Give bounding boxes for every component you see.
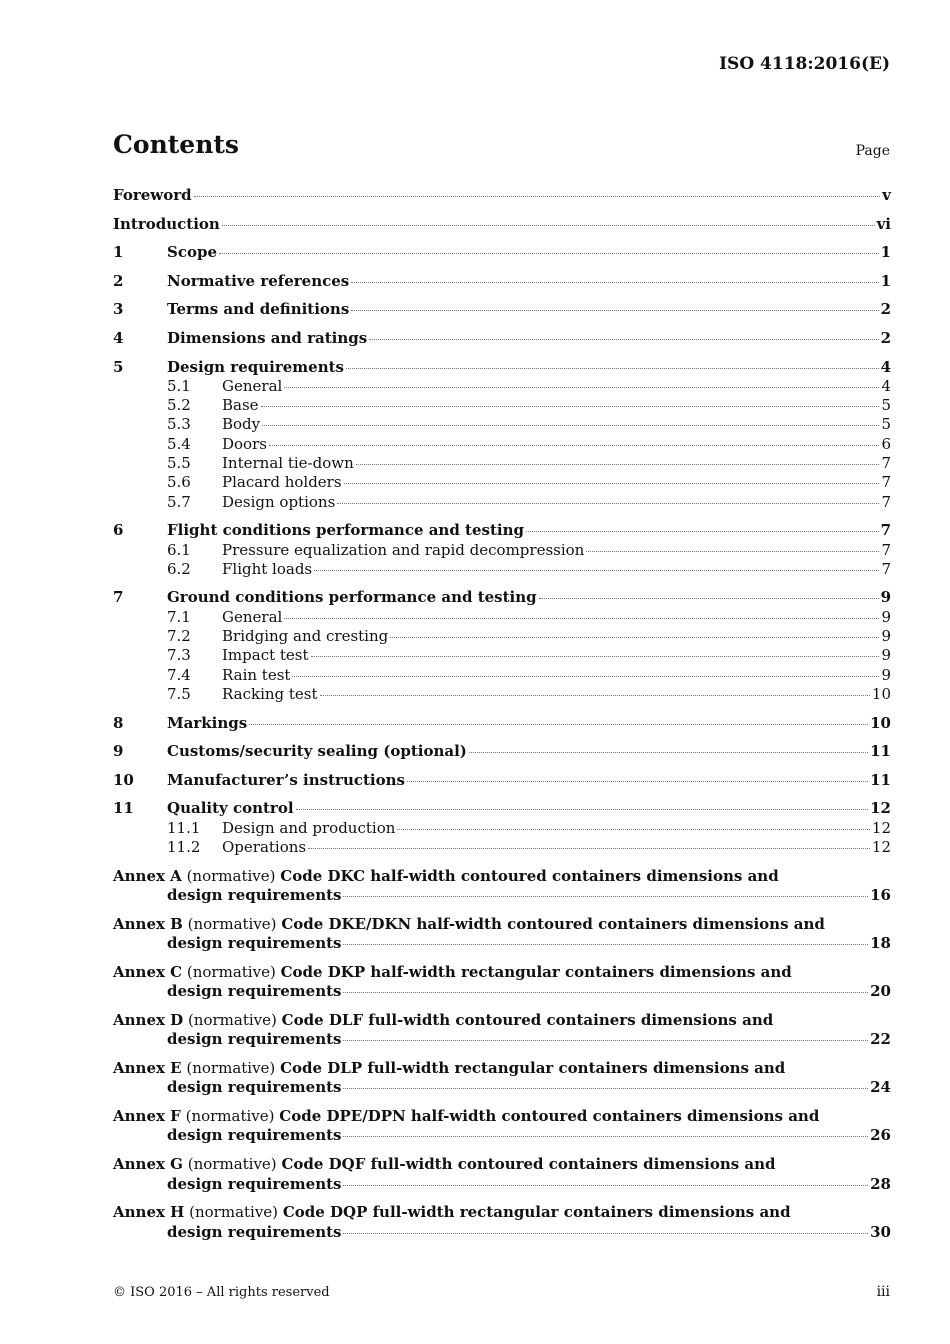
toc-annex-entry[interactable]	[113, 867, 891, 906]
toc-entry-label: Design and production	[222, 818, 396, 837]
annex-title: Code DLF full-width contoured containers dimensions and	[281, 1010, 774, 1029]
toc-entry-page: 7	[881, 559, 891, 578]
annex-label: Annex E	[113, 1059, 182, 1078]
toc-subclause-number: 7.1	[167, 607, 191, 626]
annex-title: Code DPE/DPN half-width contoured containers dimensions and	[279, 1107, 820, 1126]
toc-entry-label: Impact test	[222, 646, 309, 665]
toc-annex-entry[interactable]	[113, 1107, 891, 1146]
toc-subclause-number: 6.1	[167, 540, 191, 559]
dot-leader	[344, 483, 880, 484]
toc-entry-label: Pressure equalization and rapid decompression	[222, 540, 585, 559]
dot-leader	[526, 531, 879, 532]
copyright-notice: © ISO 2016 – All rights reserved	[113, 1285, 330, 1300]
annex-continuation	[113, 1126, 891, 1145]
toc-entry-label: Placard holders	[222, 473, 342, 492]
table-of-contents	[113, 186, 891, 1242]
annex-title: Code DKP half-width rectangular containers dimensions and	[280, 962, 792, 981]
toc-subclause-number: 7.3	[167, 646, 191, 665]
dot-leader	[222, 225, 875, 226]
toc-entry[interactable]	[113, 358, 891, 377]
dot-leader	[586, 551, 879, 552]
toc-entry-label: Ground conditions performance and testing	[167, 588, 537, 607]
document-id: ISO 4118:2016(E)	[719, 54, 890, 74]
dot-leader	[343, 1136, 868, 1137]
toc-entry[interactable]	[113, 588, 891, 607]
annex-kind: (normative)	[186, 866, 276, 885]
annex-kind: (normative)	[189, 1203, 279, 1222]
toc-entry-page: v	[882, 186, 891, 204]
toc-entry-label: Introduction	[113, 214, 220, 233]
toc-entry-label: Markings	[167, 713, 248, 732]
dot-leader	[346, 368, 879, 369]
dot-leader	[356, 464, 880, 465]
page-column-label: Page	[855, 143, 890, 159]
toc-entry[interactable]	[113, 243, 891, 262]
annex-title-continued: design requirements	[167, 934, 342, 953]
toc-entry-page: 30	[870, 1222, 891, 1241]
annex-label: Annex F	[113, 1107, 181, 1126]
annex-label: Annex H	[113, 1203, 185, 1222]
toc-annex-entry[interactable]	[113, 1203, 891, 1242]
toc-entry-label: Flight loads	[222, 559, 313, 578]
toc-subclause-number: 5.6	[167, 473, 191, 492]
annex-kind: (normative)	[185, 1107, 275, 1126]
toc-entry-label: Manufacturer’s instructions	[167, 770, 405, 789]
annex-title-continued: design requirements	[167, 1126, 342, 1145]
toc-subclause-number: 5.7	[167, 492, 191, 511]
dot-leader	[269, 445, 879, 446]
toc-entry-label: Flight conditions performance and testing	[167, 521, 524, 540]
toc-subclause-number: 7.5	[167, 684, 191, 703]
toc-entry-label: General	[222, 376, 283, 395]
annex-title: Code DKC half-width contoured containers dimensions and	[280, 866, 779, 885]
toc-entry-page: 9	[881, 665, 891, 684]
toc-entry-label: Dimensions and ratings	[167, 328, 368, 347]
toc-clause-number: 3	[113, 300, 124, 319]
dot-leader	[337, 503, 879, 504]
toc-entry-page: 9	[880, 588, 891, 607]
annex-continuation	[113, 934, 891, 953]
toc-entry[interactable]	[113, 435, 891, 454]
toc-entry-page: 12	[871, 818, 891, 837]
annex-kind: (normative)	[186, 962, 276, 981]
dot-leader	[407, 781, 868, 782]
toc-entry-label: Operations	[222, 837, 307, 856]
annex-heading	[113, 1011, 891, 1030]
toc-annex-entry[interactable]	[113, 1155, 891, 1194]
dot-leader	[539, 598, 879, 599]
dot-leader	[469, 752, 868, 753]
toc-annex-entry[interactable]	[113, 915, 891, 954]
toc-entry-page: 11	[870, 770, 891, 789]
toc-entry-label: Racking test	[222, 684, 318, 703]
toc-entry-page: 16	[870, 885, 891, 904]
toc-entry-label: Design requirements	[167, 357, 344, 376]
toc-entry[interactable]	[113, 493, 891, 512]
dot-leader	[343, 1185, 868, 1186]
toc-entry[interactable]	[113, 521, 891, 540]
toc-entry[interactable]	[113, 329, 891, 348]
annex-continuation	[113, 982, 891, 1001]
toc-entry-label: Foreword	[113, 186, 192, 204]
toc-clause-number: 9	[113, 742, 124, 761]
annex-continuation	[113, 1223, 891, 1242]
toc-entry-page: 22	[870, 1030, 891, 1049]
toc-entry-page: 12	[871, 837, 891, 856]
toc-entry-page: 9	[881, 627, 891, 646]
annex-title-continued: design requirements	[167, 1222, 342, 1241]
toc-entry[interactable]	[113, 454, 891, 473]
dot-leader	[343, 1233, 868, 1234]
toc-annex-entry[interactable]	[113, 963, 891, 1002]
toc-entry-page: 7	[881, 454, 891, 473]
annex-title: Code DKE/DKN half-width contoured containers dimensions and	[281, 914, 825, 933]
toc-clause-number: 11	[113, 799, 134, 818]
toc-clause-number: 5	[113, 357, 124, 376]
annex-title: Code DQP full-width rectangular containers dimensions and	[282, 1203, 791, 1222]
toc-entry-page: 2	[880, 300, 891, 319]
dot-leader	[284, 618, 879, 619]
annex-title: Code DQF full-width contoured containers dimensions and	[281, 1155, 776, 1174]
toc-entry-label: Scope	[167, 243, 218, 262]
toc-entry[interactable]	[113, 714, 891, 733]
toc-entry-page: 4	[880, 357, 891, 376]
toc-entry-label: Design options	[222, 492, 336, 511]
toc-entry-page: 26	[870, 1126, 891, 1145]
annex-label: Annex C	[113, 962, 183, 981]
toc-entry-page: 7	[881, 540, 891, 559]
page-number: iii	[876, 1284, 890, 1300]
dot-leader	[343, 992, 868, 993]
toc-entry[interactable]	[113, 272, 891, 291]
toc-clause-number: 8	[113, 713, 124, 732]
toc-clause-number: 10	[113, 770, 134, 789]
toc-entry[interactable]	[113, 819, 891, 838]
annex-title-continued: design requirements	[167, 885, 342, 904]
annex-kind: (normative)	[187, 1010, 277, 1029]
toc-annex-entry[interactable]	[113, 1059, 891, 1098]
page-title: Contents	[113, 130, 240, 159]
toc-subclause-number: 6.2	[167, 559, 191, 578]
toc-entry-label: Terms and definitions	[167, 300, 350, 319]
toc-entry[interactable]	[113, 646, 891, 665]
dot-leader	[262, 425, 879, 426]
toc-entry-label: Normative references	[167, 271, 350, 290]
toc-subclause-number: 5.2	[167, 396, 191, 415]
annex-label: Annex D	[113, 1010, 184, 1029]
annex-label: Annex B	[113, 914, 183, 933]
toc-entry[interactable]	[113, 742, 891, 761]
toc-entry-label: Bridging and cresting	[222, 627, 389, 646]
annex-title: Code DLP full-width rectangular containers dimensions and	[280, 1059, 786, 1078]
toc-entry[interactable]	[113, 473, 891, 492]
toc-entry-page: 7	[881, 492, 891, 511]
annex-kind: (normative)	[187, 1155, 277, 1174]
annex-heading	[113, 1107, 891, 1126]
toc-entry-page: 9	[881, 646, 891, 665]
dot-leader	[351, 282, 878, 283]
toc-subclause-number: 7.4	[167, 665, 191, 684]
annex-heading	[113, 1059, 891, 1078]
toc-entry-label: General	[222, 607, 283, 626]
dot-leader	[296, 809, 869, 810]
toc-clause-number: 4	[113, 328, 124, 347]
toc-entry-page: 20	[870, 982, 891, 1001]
toc-entry-label: Doors	[222, 434, 267, 453]
annex-continuation	[113, 1078, 891, 1097]
toc-entry-label: Body	[222, 415, 261, 434]
annex-title-continued: design requirements	[167, 1078, 342, 1097]
toc-entry[interactable]	[113, 560, 891, 579]
toc-entry-page: 12	[870, 799, 891, 818]
toc-clause-number: 6	[113, 521, 124, 540]
dot-leader	[284, 387, 879, 388]
toc-entry-label: Quality control	[167, 799, 294, 818]
annex-continuation	[113, 1030, 891, 1049]
toc-entry-page: 1	[880, 271, 891, 290]
dot-leader	[194, 196, 881, 197]
dot-leader	[249, 724, 868, 725]
toc-subclause-number: 5.1	[167, 376, 191, 395]
toc-subclause-number: 5.5	[167, 454, 191, 473]
toc-entry-page: 24	[870, 1078, 891, 1097]
toc-entry[interactable]	[113, 186, 891, 205]
dot-leader	[320, 695, 870, 696]
toc-subclause-number: 5.4	[167, 434, 191, 453]
toc-subclause-number: 11.1	[167, 818, 201, 837]
dot-leader	[390, 637, 879, 638]
toc-entry-page: 6	[881, 434, 891, 453]
toc-annex-entry[interactable]	[113, 1011, 891, 1050]
toc-entry-page: 4	[881, 376, 891, 395]
annex-kind: (normative)	[187, 914, 277, 933]
toc-clause-number: 1	[113, 243, 124, 262]
dot-leader	[397, 829, 870, 830]
toc-entry-label: Customs/security sealing (optional)	[167, 742, 467, 761]
toc-entry[interactable]	[113, 838, 891, 857]
toc-entry-page: 18	[870, 934, 891, 953]
annex-label: Annex A	[113, 866, 182, 885]
toc-entry[interactable]	[113, 377, 891, 396]
toc-entry-page: 2	[880, 328, 891, 347]
toc-entry-page: 11	[870, 742, 891, 761]
dot-leader	[351, 310, 878, 311]
annex-heading	[113, 867, 891, 886]
toc-entry-label: Internal tie-down	[222, 454, 354, 473]
toc-entry-page: 28	[870, 1174, 891, 1193]
toc-clause-number: 7	[113, 588, 124, 607]
toc-entry-page: 5	[881, 415, 891, 434]
dot-leader	[219, 253, 879, 254]
toc-entry[interactable]	[113, 541, 891, 560]
toc-entry[interactable]	[113, 685, 891, 704]
annex-heading	[113, 1155, 891, 1174]
annex-heading	[113, 915, 891, 934]
toc-entry-label: Rain test	[222, 665, 291, 684]
dot-leader	[261, 406, 880, 407]
dot-leader	[343, 896, 868, 897]
toc-entry-page: 1	[880, 243, 891, 262]
toc-subclause-number: 7.2	[167, 627, 191, 646]
annex-title-continued: design requirements	[167, 982, 342, 1001]
toc-entry-page: vi	[876, 214, 891, 233]
toc-entry[interactable]	[113, 608, 891, 627]
annex-kind: (normative)	[186, 1059, 276, 1078]
toc-entry-page: 9	[881, 607, 891, 626]
toc-subclause-number: 11.2	[167, 837, 201, 856]
toc-entry[interactable]	[113, 415, 891, 434]
dot-leader	[343, 944, 868, 945]
toc-entry-page: 5	[881, 396, 891, 415]
annex-title-continued: design requirements	[167, 1030, 342, 1049]
toc-entry-page: 7	[880, 521, 891, 540]
toc-entry[interactable]	[113, 771, 891, 790]
toc-subclause-number: 5.3	[167, 415, 191, 434]
toc-entry[interactable]	[113, 215, 891, 234]
toc-entry-page: 7	[881, 473, 891, 492]
dot-leader	[311, 656, 880, 657]
dot-leader	[343, 1040, 868, 1041]
dot-leader	[308, 848, 870, 849]
toc-entry[interactable]	[113, 799, 891, 818]
annex-heading	[113, 1203, 891, 1222]
annex-heading	[113, 963, 891, 982]
toc-entry[interactable]	[113, 627, 891, 646]
dot-leader	[314, 570, 879, 571]
toc-entry-page: 10	[870, 713, 891, 732]
annex-continuation	[113, 1175, 891, 1194]
dot-leader	[369, 339, 878, 340]
annex-label: Annex G	[113, 1155, 183, 1174]
toc-entry-label: Base	[222, 396, 259, 415]
annex-title-continued: design requirements	[167, 1174, 342, 1193]
toc-entry[interactable]	[113, 396, 891, 415]
dot-leader	[292, 676, 879, 677]
toc-entry[interactable]	[113, 300, 891, 319]
toc-clause-number: 2	[113, 271, 124, 290]
toc-entry[interactable]	[113, 666, 891, 685]
toc-entry-page: 10	[871, 684, 891, 703]
dot-leader	[343, 1088, 868, 1089]
annex-continuation	[113, 886, 891, 905]
